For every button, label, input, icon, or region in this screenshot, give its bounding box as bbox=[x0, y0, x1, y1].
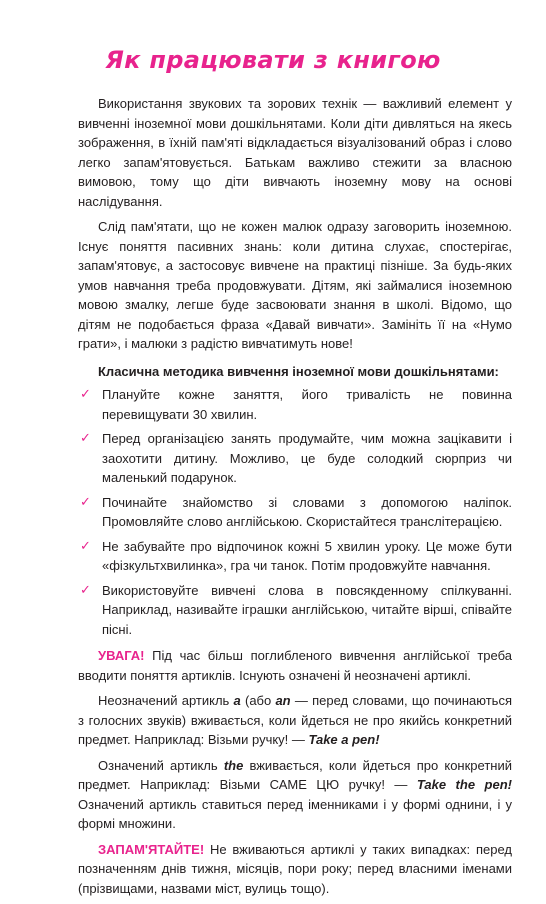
checkmark-icon: ✓ bbox=[80, 538, 91, 554]
remember-text: Не вживаються артиклі у таких випадках: перед позначенням днів тижня, місяців, пори року; перед власними іменами (прізвищами, назвами міст, вулиць тощо). bbox=[78, 841, 512, 896]
list-item-text: Починайте знайомство зі словами з допомогою наліпок. Промовляйте слово англійською. Скористайтеся транслітерацією. bbox=[102, 494, 512, 529]
page-content bbox=[78, 94, 512, 904]
method-list bbox=[78, 385, 512, 639]
remember-paragraph bbox=[78, 840, 512, 899]
checkmark-icon: ✓ bbox=[80, 582, 91, 598]
article-the: the bbox=[223, 757, 244, 773]
indefinite-text-1: Неозначений артикль bbox=[98, 693, 234, 708]
list-item-text: Плануйте кожне заняття, його тривалість не повинна перевищувати 30 хвилин. bbox=[102, 387, 512, 422]
checkmark-icon: ✓ bbox=[80, 431, 91, 446]
attention-paragraph bbox=[78, 646, 512, 685]
indefinite-text-2: (або bbox=[240, 693, 276, 708]
definite-text-1: Означений артикль bbox=[98, 757, 224, 773]
list-item bbox=[78, 581, 512, 640]
list-item bbox=[78, 385, 512, 424]
definite-example: Take the pen! bbox=[416, 777, 512, 792]
list-item-text: Перед організацією занять продумайте, чим можна зацікавити і заохотити дитину. Можливо, це буде солодкий сюрприз чи маленький подарунок. bbox=[102, 431, 512, 485]
checkmark-icon: ✓ bbox=[80, 494, 91, 510]
method-heading: Класична методика вивчення іноземної мови дошкільнятами: bbox=[98, 363, 499, 379]
list-item-text: Не забувайте про відпочинок кожні 5 хвилин уроку. Це може бути «фізкультхвилинка», гра чи танок. Потім продовжуйте навчання. bbox=[102, 538, 512, 573]
definite-text-3: Означений артикль ставиться перед іменниками і у формі однини, і у формі множини. bbox=[78, 796, 512, 831]
list-item bbox=[78, 429, 512, 488]
article-a: a bbox=[233, 693, 241, 708]
indefinite-article-paragraph bbox=[78, 691, 512, 750]
intro-paragraph-2: Слід пам'ятати, що не кожен малюк одразу заговорить іноземною. Існує поняття пасивних знань: коли дитина слухає, спостерігає, запам'ятовує, а застосовує вивчене на практиці пізніше. За будь-яких умов навчання треба продовжувати. Дітям, які займалися іноземною мовою змалку, легше буде засвоювати знання в школі. Відомо, що дітям не подобається фраза «Давай вивчати». Замініть її на «Нумо грати», і малюки з радістю вивчатимуть нове! bbox=[78, 219, 512, 351]
definite-article-paragraph bbox=[78, 756, 512, 834]
list-item bbox=[78, 493, 512, 532]
indefinite-text-3: — перед словами, що починаються з голосних звуків) вживається, коли йдеться не про якийсь конкретний предмет. Наприклад: Візьми ручку! — bbox=[78, 693, 512, 747]
attention-text: Під час більш поглибленого вивчення англійської треба вводити поняття артиклів. Існують означені й неозначені артиклі. bbox=[78, 648, 512, 683]
intro-paragraph-1: Використання звукових та зорових технік — важливий елемент у вивченні іноземної мови дошкільнятами. Коли діти дивляться на якесь зображення, в їхній пам'яті відкладається візуалізований образ і слово легко запам'ятовується. Батькам важливо стежити за власною вимовою, тому що діти вивчають іноземну мову на основі наслідування. bbox=[78, 96, 512, 209]
article-an: an bbox=[275, 693, 291, 708]
attention-label: УВАГА! bbox=[98, 648, 145, 663]
list-item-text: Використовуйте вивчені слова в повсякденному спілкуванні. Наприклад, називайте іграшки англійською, читайте вірші, співайте пісні. bbox=[102, 582, 512, 637]
remember-label: ЗАПАМ'ЯТАЙТЕ! bbox=[98, 841, 205, 857]
page-title: Як працювати з книгою bbox=[105, 46, 441, 74]
checkmark-icon: ✓ bbox=[80, 387, 91, 402]
definite-text-2: вживається, коли йдеться про конкретний предмет. Наприклад: Візьми САМЕ ЦЮ ручку! — bbox=[78, 757, 512, 792]
indefinite-example: Take a pen! bbox=[308, 732, 380, 747]
list-item bbox=[78, 537, 512, 576]
